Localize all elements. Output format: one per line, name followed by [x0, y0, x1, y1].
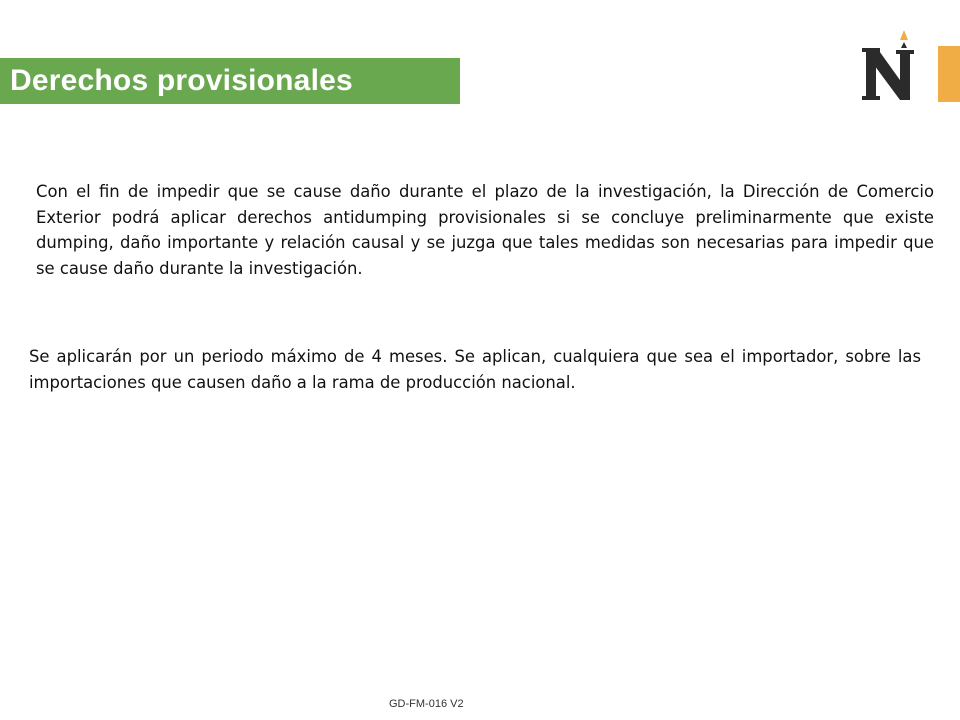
- title-banner: [0, 58, 460, 104]
- slide-title: Derechos provisionales: [10, 64, 353, 97]
- document-code: GD-FM-016 V2: [389, 698, 464, 710]
- n-star-logo-icon: [860, 28, 920, 104]
- paragraph-duration: Se aplicarán por un periodo máximo de 4 meses. Se aplican, cualquiera que sea el importador, sobre las importaciones que causen daño a la rama de producción nacional.: [29, 347, 921, 392]
- paragraph-provisional-duties: Con el fin de impedir que se cause daño durante el plazo de la investigación, la Dirección de Comercio Exterior podrá aplicar derechos antidumping provisionales si se concluye preliminarmente que existe dumping, daño importante y relación causal y se juzga que tales medidas son necesarias para impedir que se cause daño durante la investigación.: [36, 182, 934, 278]
- accent-bar: [938, 46, 960, 102]
